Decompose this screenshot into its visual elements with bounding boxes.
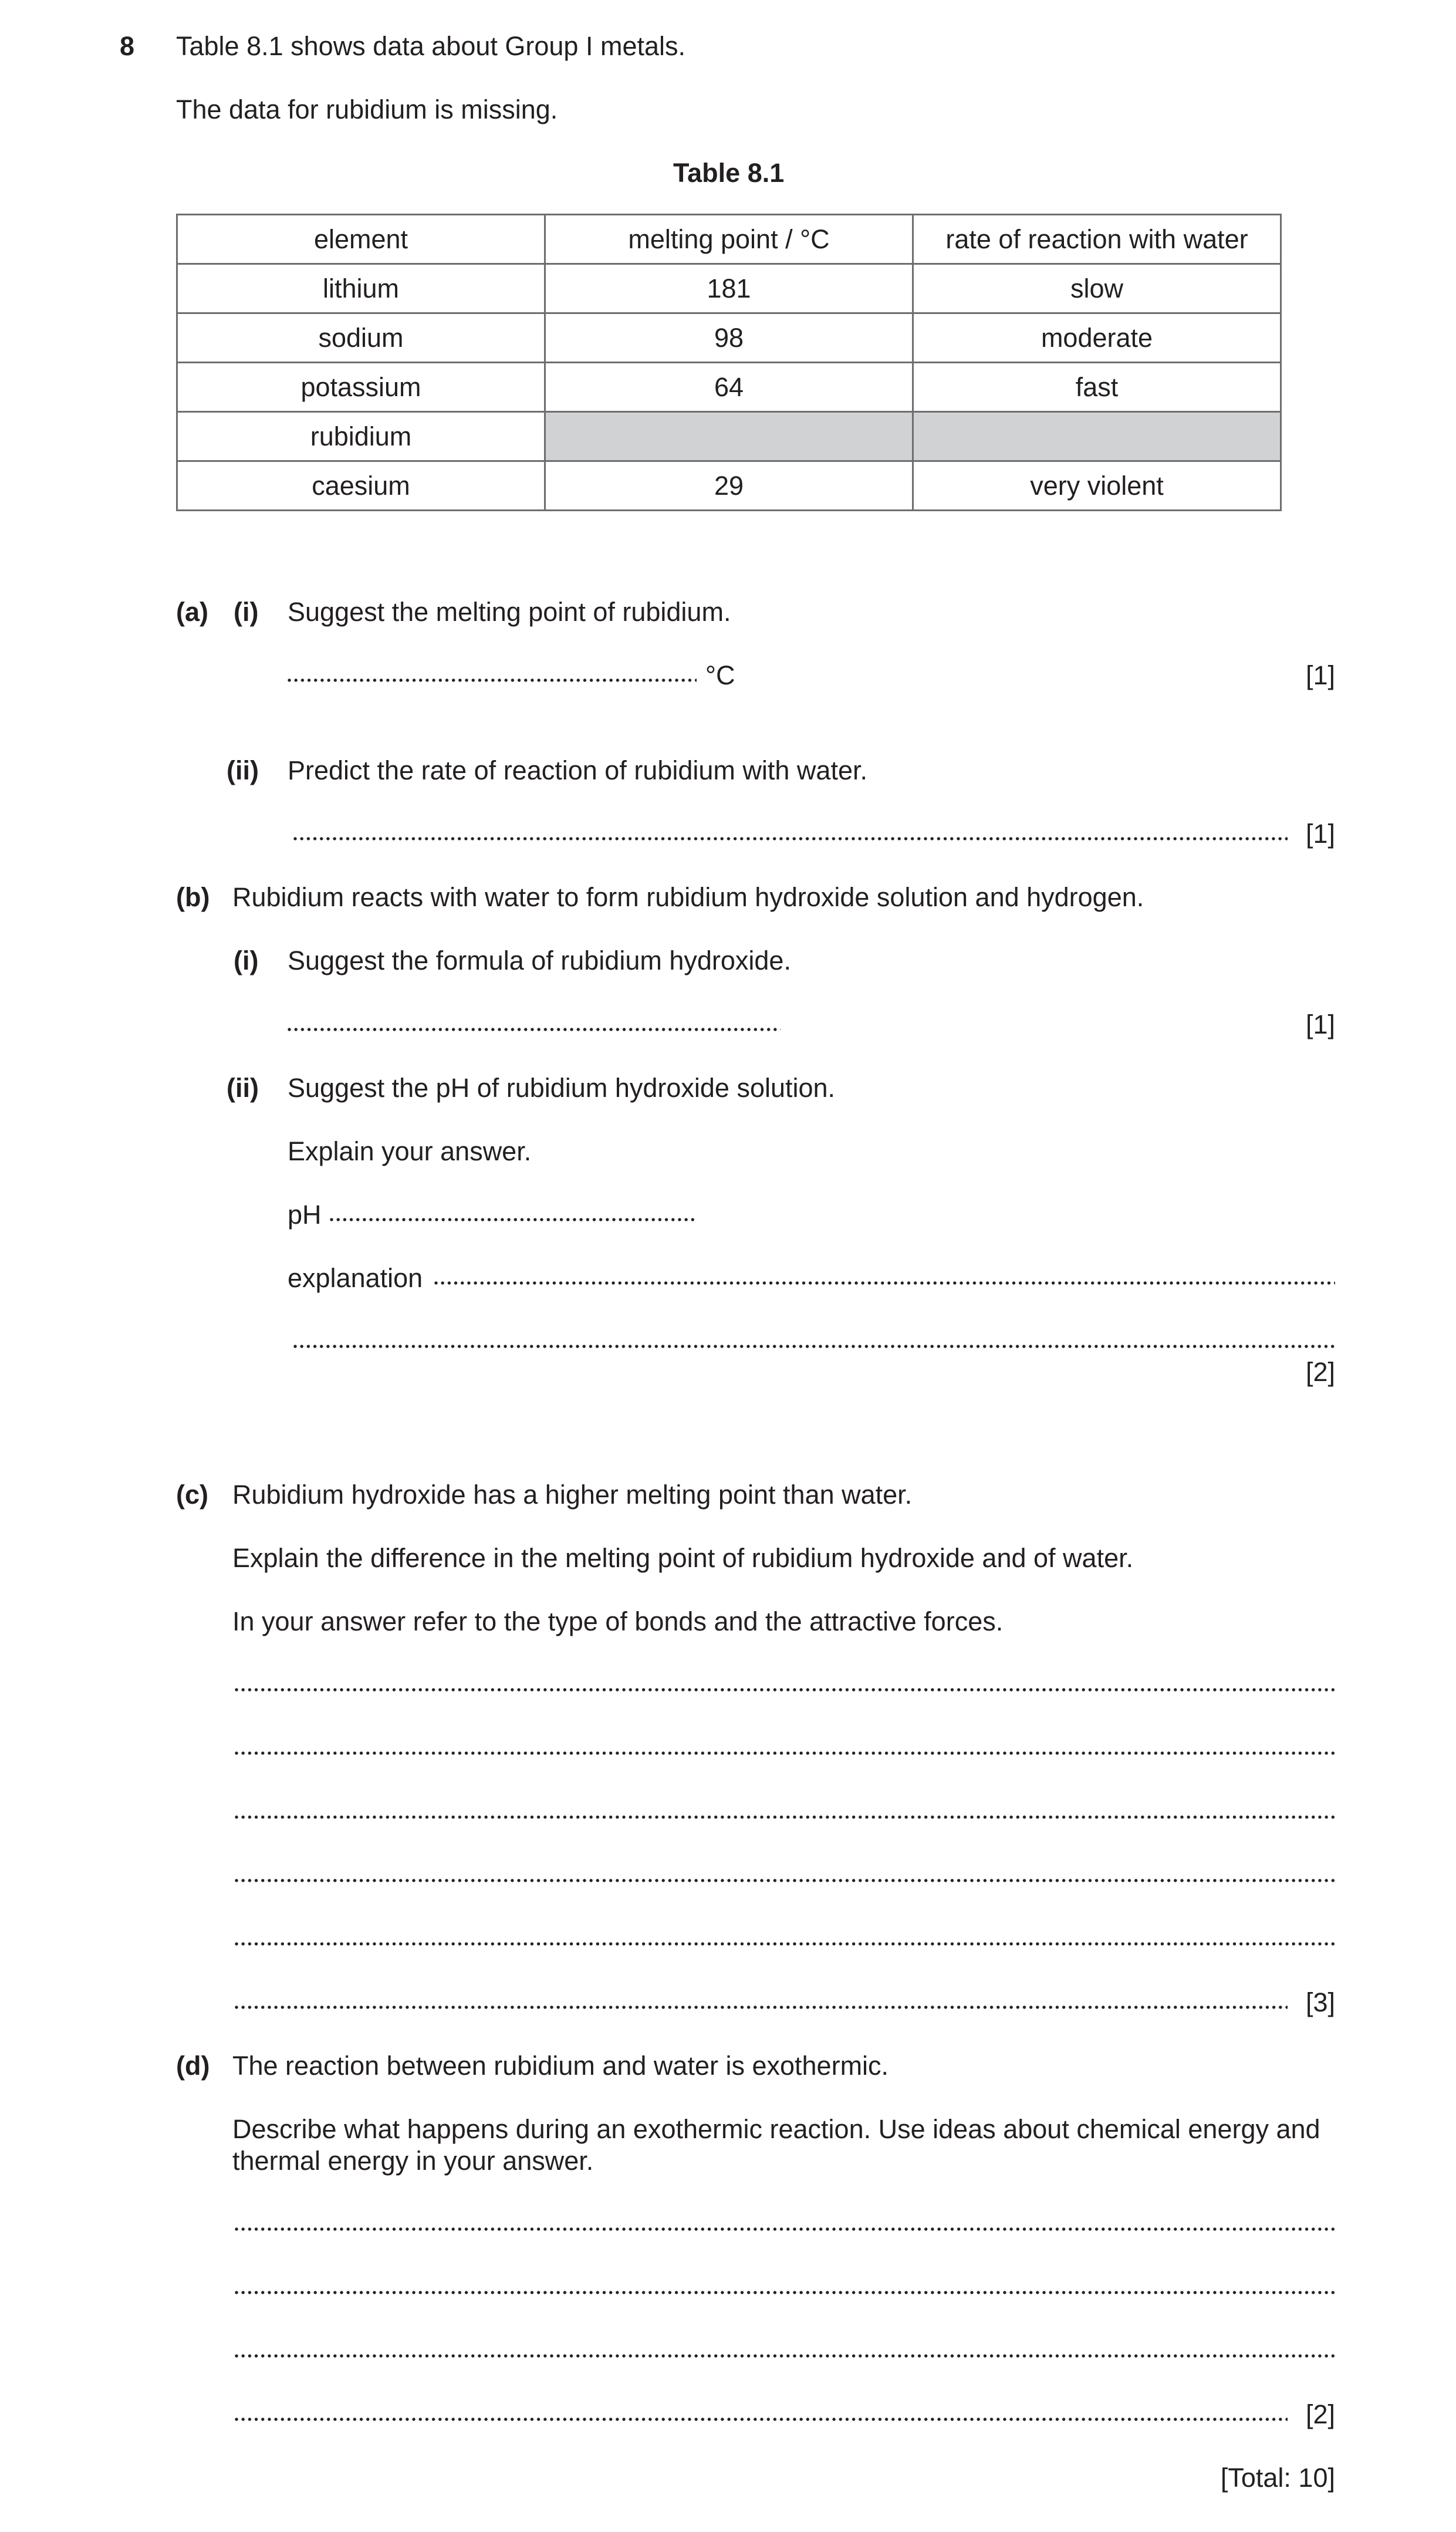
part-c-label: (c) (176, 1480, 208, 1510)
part-b-ii-instruction: Explain your answer. (288, 1136, 532, 1166)
answer-line-reaction-rate[interactable] (293, 818, 1288, 842)
melting-point-cell: 29 (545, 461, 913, 511)
reaction-rate-cell: fast (913, 363, 1281, 412)
answer-line-c-5[interactable] (235, 1923, 1335, 1947)
answer-line-d-4[interactable] (235, 2399, 1288, 2422)
answer-line-melting-point[interactable] (288, 660, 697, 683)
answer-line-c-1[interactable] (235, 1669, 1335, 1693)
part-a-label: (a) (176, 597, 208, 627)
element-cell: potassium (177, 363, 545, 412)
question-intro: Table 8.1 shows data about Group I metals. (176, 31, 686, 61)
element-cell: sodium (177, 313, 545, 363)
header-cell: element (177, 215, 545, 264)
part-d-text-1: The reaction between rubidium and water is exothermic. (232, 2051, 889, 2081)
reaction-rate-cell: moderate (913, 313, 1281, 363)
part-c-text-2: Explain the difference in the melting point of rubidium hydroxide and of water. (232, 1543, 1134, 1573)
part-d-text-2-line-1: Describe what happens during an exothermic reaction. Use ideas about chemical energy and (232, 2114, 1320, 2144)
table-row (177, 313, 1281, 363)
marks-b-ii: [2] (1305, 1357, 1335, 1387)
ph-label: pH (288, 1200, 322, 1230)
answer-line-formula[interactable] (288, 1009, 781, 1032)
part-a-ii-question: Predict the rate of reaction of rubidium with water. (288, 755, 867, 785)
element-cell: lithium (177, 264, 545, 313)
missing-reaction-rate-cell (913, 412, 1281, 461)
melting-point-cell: 98 (545, 313, 913, 363)
table-row (177, 412, 1281, 461)
answer-line-d-1[interactable] (235, 2209, 1335, 2232)
header-cell: rate of reaction with water (913, 215, 1281, 264)
part-c-text-1: Rubidium hydroxide has a higher melting point than water. (232, 1480, 913, 1510)
part-d-text-2-line-2: thermal energy in your answer. (232, 2146, 594, 2176)
marks-b-i: [1] (1305, 1010, 1335, 1039)
answer-line-ph[interactable] (330, 1199, 695, 1223)
answer-line-d-3[interactable] (235, 2335, 1335, 2359)
answer-line-c-4[interactable] (235, 1860, 1335, 1883)
answer-line-explanation-2[interactable] (293, 1326, 1335, 1349)
part-a-ii-label: (ii) (227, 755, 259, 785)
answer-line-c-6[interactable] (235, 1987, 1288, 2010)
element-cell: caesium (177, 461, 545, 511)
part-b-i-question: Suggest the formula of rubidium hydroxide. (288, 946, 791, 975)
answer-line-explanation-1[interactable] (434, 1262, 1335, 1286)
group-one-metals-table (176, 214, 1282, 511)
question-number: 8 (120, 31, 135, 61)
reaction-rate-cell: very violent (913, 461, 1281, 511)
table-row (177, 264, 1281, 313)
table-row (177, 363, 1281, 412)
answer-line-c-2[interactable] (235, 1733, 1335, 1756)
reaction-rate-cell: slow (913, 264, 1281, 313)
part-a-i-label: (i) (234, 597, 259, 627)
table-row (177, 461, 1281, 511)
melting-point-cell: 64 (545, 363, 913, 412)
missing-note: The data for rubidium is missing. (176, 94, 558, 124)
part-b-i-label: (i) (234, 946, 259, 975)
part-b-text: Rubidium reacts with water to form rubidium hydroxide solution and hydrogen. (232, 882, 1144, 912)
explanation-label: explanation (288, 1263, 423, 1293)
part-d-label: (d) (176, 2051, 210, 2081)
table-caption: Table 8.1 (673, 158, 785, 188)
header-cell: melting point / °C (545, 215, 913, 264)
marks-c: [3] (1305, 1987, 1335, 2017)
part-b-ii-question: Suggest the pH of rubidium hydroxide solution. (288, 1073, 836, 1103)
part-a-i-question: Suggest the melting point of rubidium. (288, 597, 731, 627)
table-header-row (177, 215, 1281, 264)
answer-line-c-3[interactable] (235, 1797, 1335, 1820)
total-marks: [Total: 10] (1220, 2463, 1335, 2493)
part-b-label: (b) (176, 882, 210, 912)
unit-degrees-celsius: °C (705, 660, 735, 690)
marks-a-i: [1] (1305, 660, 1335, 690)
melting-point-cell: 181 (545, 264, 913, 313)
marks-a-ii: [1] (1305, 819, 1335, 849)
marks-d: [2] (1305, 2399, 1335, 2429)
answer-line-d-2[interactable] (235, 2272, 1335, 2295)
missing-melting-point-cell (545, 412, 913, 461)
part-c-text-3: In your answer refer to the type of bonds and the attractive forces. (232, 1606, 1004, 1636)
part-b-ii-label: (ii) (227, 1073, 259, 1103)
element-cell: rubidium (177, 412, 545, 461)
